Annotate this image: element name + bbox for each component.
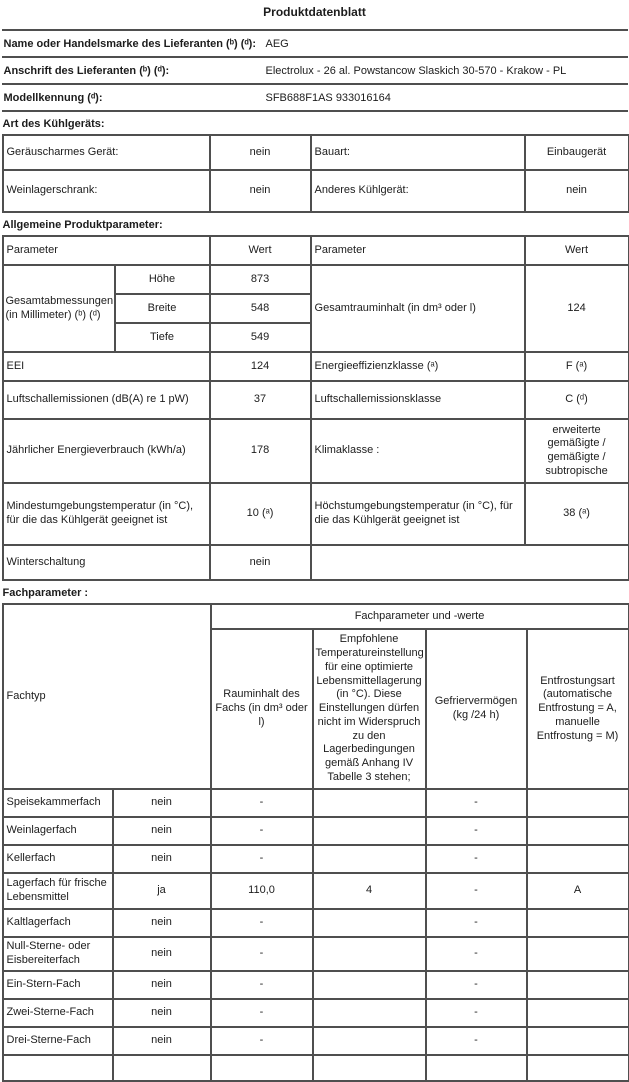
table-cell <box>527 999 629 1027</box>
winter-setting-value: nein <box>210 545 311 580</box>
annual-energy-value: 178 <box>210 419 311 483</box>
table-row <box>3 909 629 937</box>
table-cell: ja <box>113 873 211 909</box>
model-id-row <box>2 83 628 112</box>
winter-setting-label: Winterschaltung <box>3 545 210 580</box>
table-cell: - <box>211 971 313 999</box>
table-cell: 4 <box>313 873 426 909</box>
one-star-compartment-label: Ein-Stern-Fach <box>3 971 113 999</box>
design-type-value: Einbaugerät <box>525 135 629 170</box>
energy-class-value: F (ᵃ) <box>525 352 629 381</box>
two-star-compartment-label: Zwei-Sterne-Fach <box>3 999 113 1027</box>
section-heading-compartment: Fachparameter : <box>2 581 628 603</box>
table-row <box>3 545 629 580</box>
table-cell: - <box>426 937 527 971</box>
compartment-table <box>2 603 629 1082</box>
cellar-compartment-label: Kellerfach <box>3 845 113 873</box>
table-cell <box>527 937 629 971</box>
winter-setting-empty-cell <box>311 545 629 580</box>
table-row <box>3 937 629 971</box>
table-cell <box>113 1055 211 1081</box>
table-cell <box>313 937 426 971</box>
table-cell <box>527 1027 629 1055</box>
supplier-name-row <box>2 29 628 56</box>
table-cell: - <box>426 817 527 845</box>
page-title: Produktdatenblatt <box>2 5 628 19</box>
table-cell <box>3 1055 113 1081</box>
annual-energy-label: Jährlicher Energieverbrauch (kWh/a) <box>3 419 210 483</box>
table-cell: - <box>211 937 313 971</box>
eei-label: EEI <box>3 352 210 381</box>
max-ambient-temp-label: Höchstumgebungstemperatur (in °C), für die das Kühlgerät geeignet ist <box>311 483 525 545</box>
width-value: 548 <box>210 294 311 323</box>
table-row <box>3 845 629 873</box>
table-cell <box>211 1055 313 1081</box>
temperature-header: Empfohlene Temperatureinstellung für eine optimierte Lebensmittellagerung (in °C). Diese Einstellungen dürfen nicht im Widerspruch zu den Lagerbedingungen gemäß Anhang IV Tabelle 3 stehen; <box>313 629 426 789</box>
table-row <box>3 419 629 483</box>
noise-emission-label: Luftschallemissionen (dB(A) re 1 pW) <box>3 381 210 419</box>
table-cell: nein <box>113 1027 211 1055</box>
supplier-name-label: Name oder Handelsmarke des Lieferanten (ᵇ) (ᵈ): <box>2 36 266 52</box>
table-cell <box>527 909 629 937</box>
defrost-type-header: Entfrostungsart (automatische Entfrostung = A, manuelle Entfrostung = M) <box>527 629 629 789</box>
compartment-values-header: Fachparameter und -werte <box>211 604 629 629</box>
table-row <box>3 352 629 381</box>
table-cell: - <box>211 789 313 817</box>
table-cell <box>313 789 426 817</box>
table-row <box>3 381 629 419</box>
table-cell: - <box>426 845 527 873</box>
section-heading-type: Art des Kühlgeräts: <box>2 112 628 134</box>
table-cell: - <box>211 999 313 1027</box>
table-cell <box>527 817 629 845</box>
table-cell: nein <box>113 817 211 845</box>
parameter-header-2: Parameter <box>311 236 525 265</box>
wine-storage-compartment-label: Weinlagerfach <box>3 817 113 845</box>
model-id-value: SFB688F1AS 933016164 <box>266 90 628 106</box>
table-cell <box>313 845 426 873</box>
table-row <box>3 789 629 817</box>
supplier-address-label: Anschrift des Lieferanten (ᵇ) (ᵈ): <box>2 63 266 79</box>
table-row <box>3 1027 629 1055</box>
table-row <box>3 873 629 909</box>
table-cell <box>313 817 426 845</box>
table-cell: - <box>426 789 527 817</box>
climate-class-value: erweiterte gemäßigte / gemäßigte / subtropische <box>525 419 629 483</box>
table-cell: - <box>211 909 313 937</box>
eei-value: 124 <box>210 352 311 381</box>
other-appliance-value: nein <box>525 170 629 212</box>
table-cell: nein <box>113 909 211 937</box>
design-type-label: Bauart: <box>311 135 525 170</box>
other-appliance-label: Anderes Kühlgerät: <box>311 170 525 212</box>
supplier-block <box>2 29 628 112</box>
table-cell: - <box>426 1027 527 1055</box>
table-cell: - <box>426 999 527 1027</box>
table-row <box>3 999 629 1027</box>
volume-header: Rauminhalt des Fachs (in dm³ oder l) <box>211 629 313 789</box>
table-cell: - <box>426 873 527 909</box>
table-header-row <box>3 604 629 629</box>
wert-header-2: Wert <box>525 236 629 265</box>
energy-class-label: Energieeffizienzklasse (ᵃ) <box>311 352 525 381</box>
max-ambient-temp-value: 38 (ᵃ) <box>525 483 629 545</box>
depth-label: Tiefe <box>115 323 210 352</box>
total-volume-value: 124 <box>525 265 629 352</box>
general-parameters-table <box>2 235 629 581</box>
table-cell <box>527 971 629 999</box>
table-cell <box>313 971 426 999</box>
quiet-appliance-label: Geräuscharmes Gerät: <box>3 135 210 170</box>
chill-compartment-label: Kaltlagerfach <box>3 909 113 937</box>
table-row <box>3 265 629 294</box>
table-cell: nein <box>113 937 211 971</box>
noise-emission-value: 37 <box>210 381 311 419</box>
table-row-clipped <box>3 1055 629 1081</box>
freezing-capacity-header: Gefriervermögen (kg /24 h) <box>426 629 527 789</box>
height-value: 873 <box>210 265 311 294</box>
min-ambient-temp-label: Mindestumgebungstemperatur (in °C), für die das Kühlgerät geeignet ist <box>3 483 210 545</box>
table-cell <box>313 999 426 1027</box>
table-row <box>3 483 629 545</box>
table-header-row <box>3 236 629 265</box>
dimensions-label: Gesamtabmessungen (in Millimeter) (ᵇ) (ᵈ) <box>3 265 115 352</box>
table-cell: nein <box>113 999 211 1027</box>
table-cell: A <box>527 873 629 909</box>
three-star-compartment-label: Drei-Sterne-Fach <box>3 1027 113 1055</box>
table-cell: nein <box>113 789 211 817</box>
climate-class-label: Klimaklasse : <box>311 419 525 483</box>
table-cell <box>313 1027 426 1055</box>
table-row <box>3 971 629 999</box>
total-volume-label: Gesamtrauminhalt (in dm³ oder l) <box>311 265 525 352</box>
wert-header-1: Wert <box>210 236 311 265</box>
table-cell <box>426 1055 527 1081</box>
table-cell: - <box>211 817 313 845</box>
table-cell: - <box>426 909 527 937</box>
zero-star-compartment-label: Null-Sterne- oder Eisbereiterfach <box>3 937 113 971</box>
product-datasheet-page <box>2 0 628 1024</box>
width-label: Breite <box>115 294 210 323</box>
height-label: Höhe <box>115 265 210 294</box>
supplier-name-value: AEG <box>266 36 628 52</box>
quiet-appliance-value: nein <box>210 135 311 170</box>
wine-cabinet-label: Weinlagerschrank: <box>3 170 210 212</box>
parameter-header-1: Parameter <box>3 236 210 265</box>
depth-value: 549 <box>210 323 311 352</box>
table-cell: - <box>426 971 527 999</box>
fachtyp-header: Fachtyp <box>3 604 211 789</box>
table-cell <box>313 1055 426 1081</box>
table-cell <box>527 845 629 873</box>
table-cell: - <box>211 1027 313 1055</box>
table-cell <box>527 789 629 817</box>
section-heading-general: Allgemeine Produktparameter: <box>2 213 628 235</box>
table-cell <box>527 1055 629 1081</box>
min-ambient-temp-value: 10 (ᵃ) <box>210 483 311 545</box>
type-table <box>2 134 629 213</box>
supplier-address-value: Electrolux - 26 al. Powstancow Slaskich 30-570 - Krakow - PL <box>266 63 628 79</box>
wine-cabinet-value: nein <box>210 170 311 212</box>
table-cell: 110,0 <box>211 873 313 909</box>
fresh-food-compartment-label: Lagerfach für frische Lebensmittel <box>3 873 113 909</box>
table-cell: nein <box>113 845 211 873</box>
table-row <box>3 817 629 845</box>
pantry-compartment-label: Speisekammerfach <box>3 789 113 817</box>
table-cell: - <box>211 845 313 873</box>
noise-class-label: Luftschallemissionsklasse <box>311 381 525 419</box>
table-row <box>3 170 629 212</box>
noise-class-value: C (ᵈ) <box>525 381 629 419</box>
supplier-address-row <box>2 56 628 83</box>
table-cell: nein <box>113 971 211 999</box>
table-cell <box>313 909 426 937</box>
model-id-label: Modellkennung (ᵈ): <box>2 90 266 106</box>
table-row <box>3 135 629 170</box>
